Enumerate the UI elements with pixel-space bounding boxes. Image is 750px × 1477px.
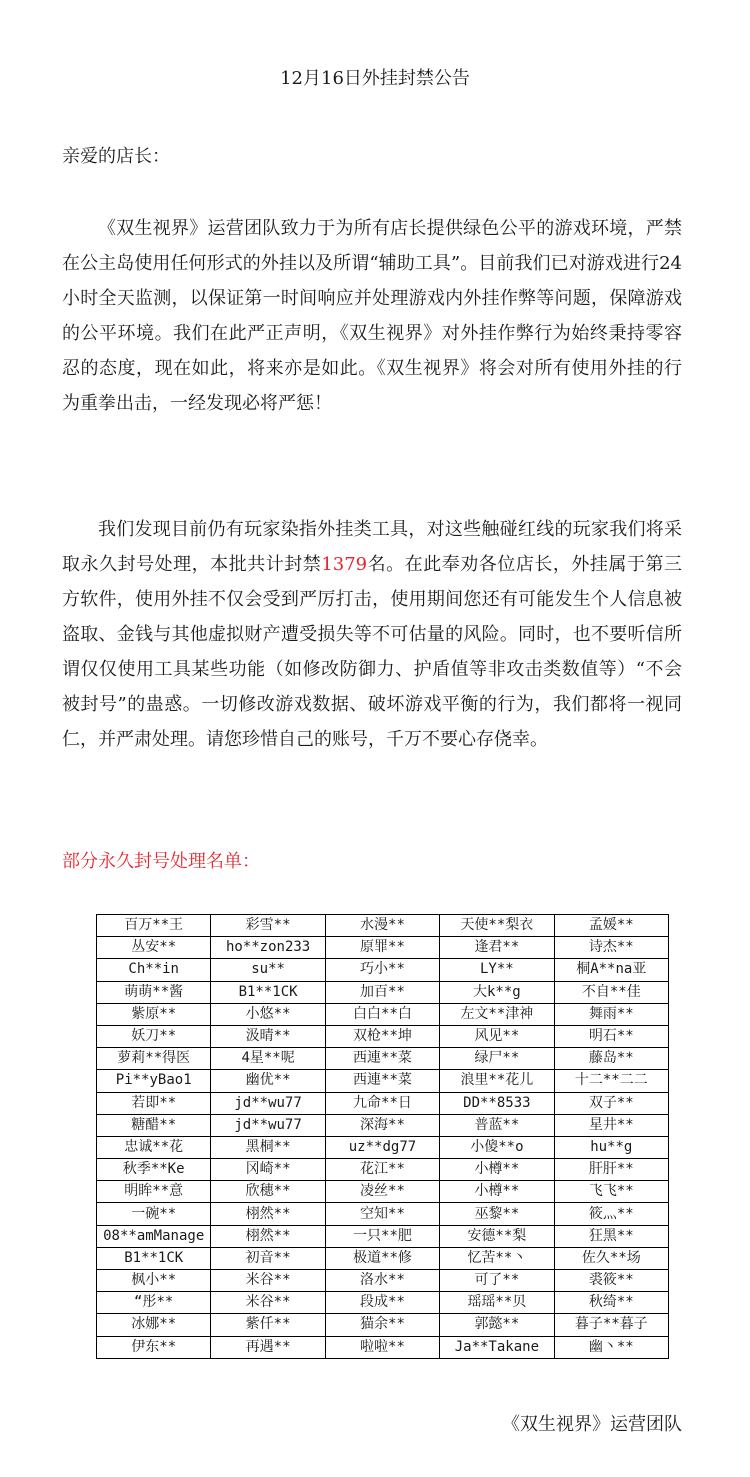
table-row	[97, 1114, 669, 1136]
ban-list-cell: 深海**	[325, 1114, 439, 1136]
ban-list-cell: 明石**	[554, 1025, 668, 1047]
ban-list-cell: 段成**	[325, 1292, 439, 1314]
table-row	[97, 1247, 669, 1269]
paragraph-text-before-count: 我们发现目前仍有玩家染指外挂类工具，对这些触碰红线的玩家我们将采取永久封号处理，本批共计封禁	[62, 519, 682, 575]
ban-list-cell: 瑶瑶**贝	[440, 1292, 554, 1314]
ban-list-cell: 筱灬**	[554, 1203, 668, 1225]
ban-list-cell: 百万**王	[97, 915, 211, 937]
ban-list-cell: 初音**	[211, 1247, 325, 1269]
table-row	[97, 937, 669, 959]
ban-list-cell: 肝肝**	[554, 1159, 668, 1181]
ban-list-cell: 08**amManage	[97, 1225, 211, 1247]
ban-list-cell: 再遇**	[211, 1336, 325, 1358]
ban-list-cell: 逢君**	[440, 937, 554, 959]
ban-list-cell: 暮子**暮子	[554, 1314, 668, 1336]
ban-list-cell: 忆苦**丶	[440, 1247, 554, 1269]
table-row	[97, 1336, 669, 1358]
ban-list-cell: 西連**菜	[325, 1048, 439, 1070]
table-row	[97, 1270, 669, 1292]
ban-list-cell: Pi**yBao1	[97, 1070, 211, 1092]
ban-list-cell: 佐久**场	[554, 1247, 668, 1269]
ban-list-cell: 伊东**	[97, 1336, 211, 1358]
ban-list-cell: 秋季**Ke	[97, 1159, 211, 1181]
ban-list-cell: 小樽**	[440, 1159, 554, 1181]
ban-list-cell: 孟媛**	[554, 915, 668, 937]
ban-list-cell: 诗杰**	[554, 937, 668, 959]
ban-list-cell: “彤**	[97, 1292, 211, 1314]
ban-list-cell: 西連**菜	[325, 1070, 439, 1092]
ban-list-cell: 猫余**	[325, 1314, 439, 1336]
ban-list-cell: Ja**Takane	[440, 1336, 554, 1358]
ban-list-cell: 水漫**	[325, 915, 439, 937]
ban-list-cell: 浪里**花儿	[440, 1070, 554, 1092]
ban-list-cell: 狂黑**	[554, 1225, 668, 1247]
ban-list-cell: 秋绮**	[554, 1292, 668, 1314]
ban-list-cell: 郭懿**	[440, 1314, 554, 1336]
ban-list-cell: 萝莉**得医	[97, 1048, 211, 1070]
table-row	[97, 1003, 669, 1025]
ban-list-cell: jd**wu77	[211, 1114, 325, 1136]
ban-list-cell: 小傻**o	[440, 1136, 554, 1158]
ban-list-cell: 栩然**	[211, 1225, 325, 1247]
ban-list-cell: 小悠**	[211, 1003, 325, 1025]
ban-list-cell: 普蓝**	[440, 1114, 554, 1136]
ban-list-body	[97, 915, 669, 1359]
ban-list-cell: 彩雪**	[211, 915, 325, 937]
ban-list-cell: 米谷**	[211, 1292, 325, 1314]
ban-list-cell: 舞雨**	[554, 1003, 668, 1025]
ban-list-cell: 双枪**坤	[325, 1025, 439, 1047]
ban-list-cell: 裘筱**	[554, 1270, 668, 1292]
ban-list-cell: LY**	[440, 959, 554, 981]
paragraph-anti-cheat-policy: 《双生视界》运营团队致力于为所有店长提供绿色公平的游戏环境，严禁在公主岛使用任何形式的外挂以及所谓“辅助工具”。目前我们已对游戏进行24小时全天监测，以保证第一时间响应并处理游戏内外挂作弊等问题，保障游戏的公平环境。我们在此严正声明，《双生视界》对外挂作弊行为始终秉持零容忍的态度，现在如此，将来亦是如此。《双生视界》将会对所有使用外挂的行为重拳出击，一经发现必将严惩！	[62, 218, 682, 414]
ban-list-cell: 米谷**	[211, 1270, 325, 1292]
ban-list-cell: 枫小**	[97, 1270, 211, 1292]
ban-list-cell: 明眸**意	[97, 1181, 211, 1203]
ban-list-cell: 左文**津神	[440, 1003, 554, 1025]
ban-list-table	[96, 914, 669, 1359]
ban-list-cell: 绿尸**	[440, 1048, 554, 1070]
ban-list-cell: 栩然**	[211, 1203, 325, 1225]
greeting: 亲爱的店长：	[62, 146, 170, 167]
ban-list-cell: 凌丝**	[325, 1181, 439, 1203]
ban-list-cell: 一碗**	[97, 1203, 211, 1225]
ban-list-cell: 不自**佳	[554, 981, 668, 1003]
ban-list-cell: 巧小**	[325, 959, 439, 981]
ban-list-cell: ho**zon233	[211, 937, 325, 959]
ban-list-cell: 妖刀**	[97, 1025, 211, 1047]
paragraph-text-after-count: 名。在此奉劝各位店长，外挂属于第三方软件，使用外挂不仅会受到严厉打击，使用期间您还有可能发生个人信息被盗取、金钱与其他虚拟财产遭受损失等不可估量的风险。同时，也不要听信所谓仅仅使用工具某些功能（如修改防御力、护盾值等非攻击类数值等）“不会被封号”的蛊惑。一切修改游戏数据、破坏游戏平衡的行为，我们都将一视同仁，并严肃处理。请您珍惜自己的账号，千万不要心存侥幸。	[62, 554, 683, 750]
table-row	[97, 1203, 669, 1225]
table-row	[97, 915, 669, 937]
ban-list-cell: 幽丶**	[554, 1336, 668, 1358]
ban-list-cell: 丛安**	[97, 937, 211, 959]
ban-list-cell: 加百**	[325, 981, 439, 1003]
signature: 《双生视界》运营团队	[502, 1414, 682, 1435]
ban-list-cell: B1**1CK	[97, 1247, 211, 1269]
table-row	[97, 1048, 669, 1070]
ban-list-cell: DD**8533	[440, 1092, 554, 1114]
ban-list-cell: 黑桐**	[211, 1136, 325, 1158]
table-row	[97, 1025, 669, 1047]
ban-list-cell: hu**g	[554, 1136, 668, 1158]
ban-list-cell: 白白**白	[325, 1003, 439, 1025]
ban-list-cell: 空知**	[325, 1203, 439, 1225]
ban-list-cell: 双子**	[554, 1092, 668, 1114]
ban-list-cell: 欣穗**	[211, 1181, 325, 1203]
table-row	[97, 1314, 669, 1336]
ban-list-cell: 幽优**	[211, 1070, 325, 1092]
ban-list-heading: 部分永久封号处理名单：	[62, 851, 260, 872]
ban-list-cell: Ch**in	[97, 959, 211, 981]
ban-list-cell: 紫原**	[97, 1003, 211, 1025]
ban-list-cell: 花江**	[325, 1159, 439, 1181]
ban-list-cell: 九命**日	[325, 1092, 439, 1114]
ban-list-cell: 冰娜**	[97, 1314, 211, 1336]
ban-list-cell: 十二**二二	[554, 1070, 668, 1092]
ban-list-cell: su**	[211, 959, 325, 981]
table-row	[97, 1136, 669, 1158]
paragraph-ban-announcement	[62, 512, 682, 757]
ban-list-cell: 洛水**	[325, 1270, 439, 1292]
ban-list-cell: 萌萌**酱	[97, 981, 211, 1003]
ban-list-cell: 紫仟**	[211, 1314, 325, 1336]
ban-list-cell: 大k**g	[440, 981, 554, 1003]
ban-list-cell: 冈崎**	[211, 1159, 325, 1181]
table-row	[97, 1070, 669, 1092]
table-row	[97, 959, 669, 981]
ban-list-cell: 小樽**	[440, 1181, 554, 1203]
table-row	[97, 1225, 669, 1247]
ban-list-cell: 藤岛**	[554, 1048, 668, 1070]
ban-list-cell: 风见**	[440, 1025, 554, 1047]
ban-list-cell: uz**dg77	[325, 1136, 439, 1158]
ban-list-cell: 可了**	[440, 1270, 554, 1292]
ban-list-cell: 糖醋**	[97, 1114, 211, 1136]
table-row	[97, 1159, 669, 1181]
ban-list-cell: 原罪**	[325, 937, 439, 959]
ban-list-cell: B1**1CK	[211, 981, 325, 1003]
ban-list-cell: 若即**	[97, 1092, 211, 1114]
ban-list-cell: 汲晴**	[211, 1025, 325, 1047]
ban-list-cell: 星井**	[554, 1114, 668, 1136]
ban-list-cell: 巫黎**	[440, 1203, 554, 1225]
ban-list-cell: 桐A**na亚	[554, 959, 668, 981]
ban-list-cell: 飞飞**	[554, 1181, 668, 1203]
ban-list-cell: 极道**修	[325, 1247, 439, 1269]
ban-list-cell: 4星**呢	[211, 1048, 325, 1070]
table-row	[97, 1181, 669, 1203]
table-row	[97, 981, 669, 1003]
notice-title: 12月16日外挂封禁公告	[280, 68, 470, 89]
ban-list-cell: 天使**梨衣	[440, 915, 554, 937]
ban-list-cell: jd**wu77	[211, 1092, 325, 1114]
ban-list-cell: 啦啦**	[325, 1336, 439, 1358]
ban-list-cell: 忠诚**花	[97, 1136, 211, 1158]
table-row	[97, 1092, 669, 1114]
ban-count: 1379	[321, 554, 368, 575]
ban-list-cell: 安德**梨	[440, 1225, 554, 1247]
ban-list-cell: 一只**肥	[325, 1225, 439, 1247]
table-row	[97, 1292, 669, 1314]
